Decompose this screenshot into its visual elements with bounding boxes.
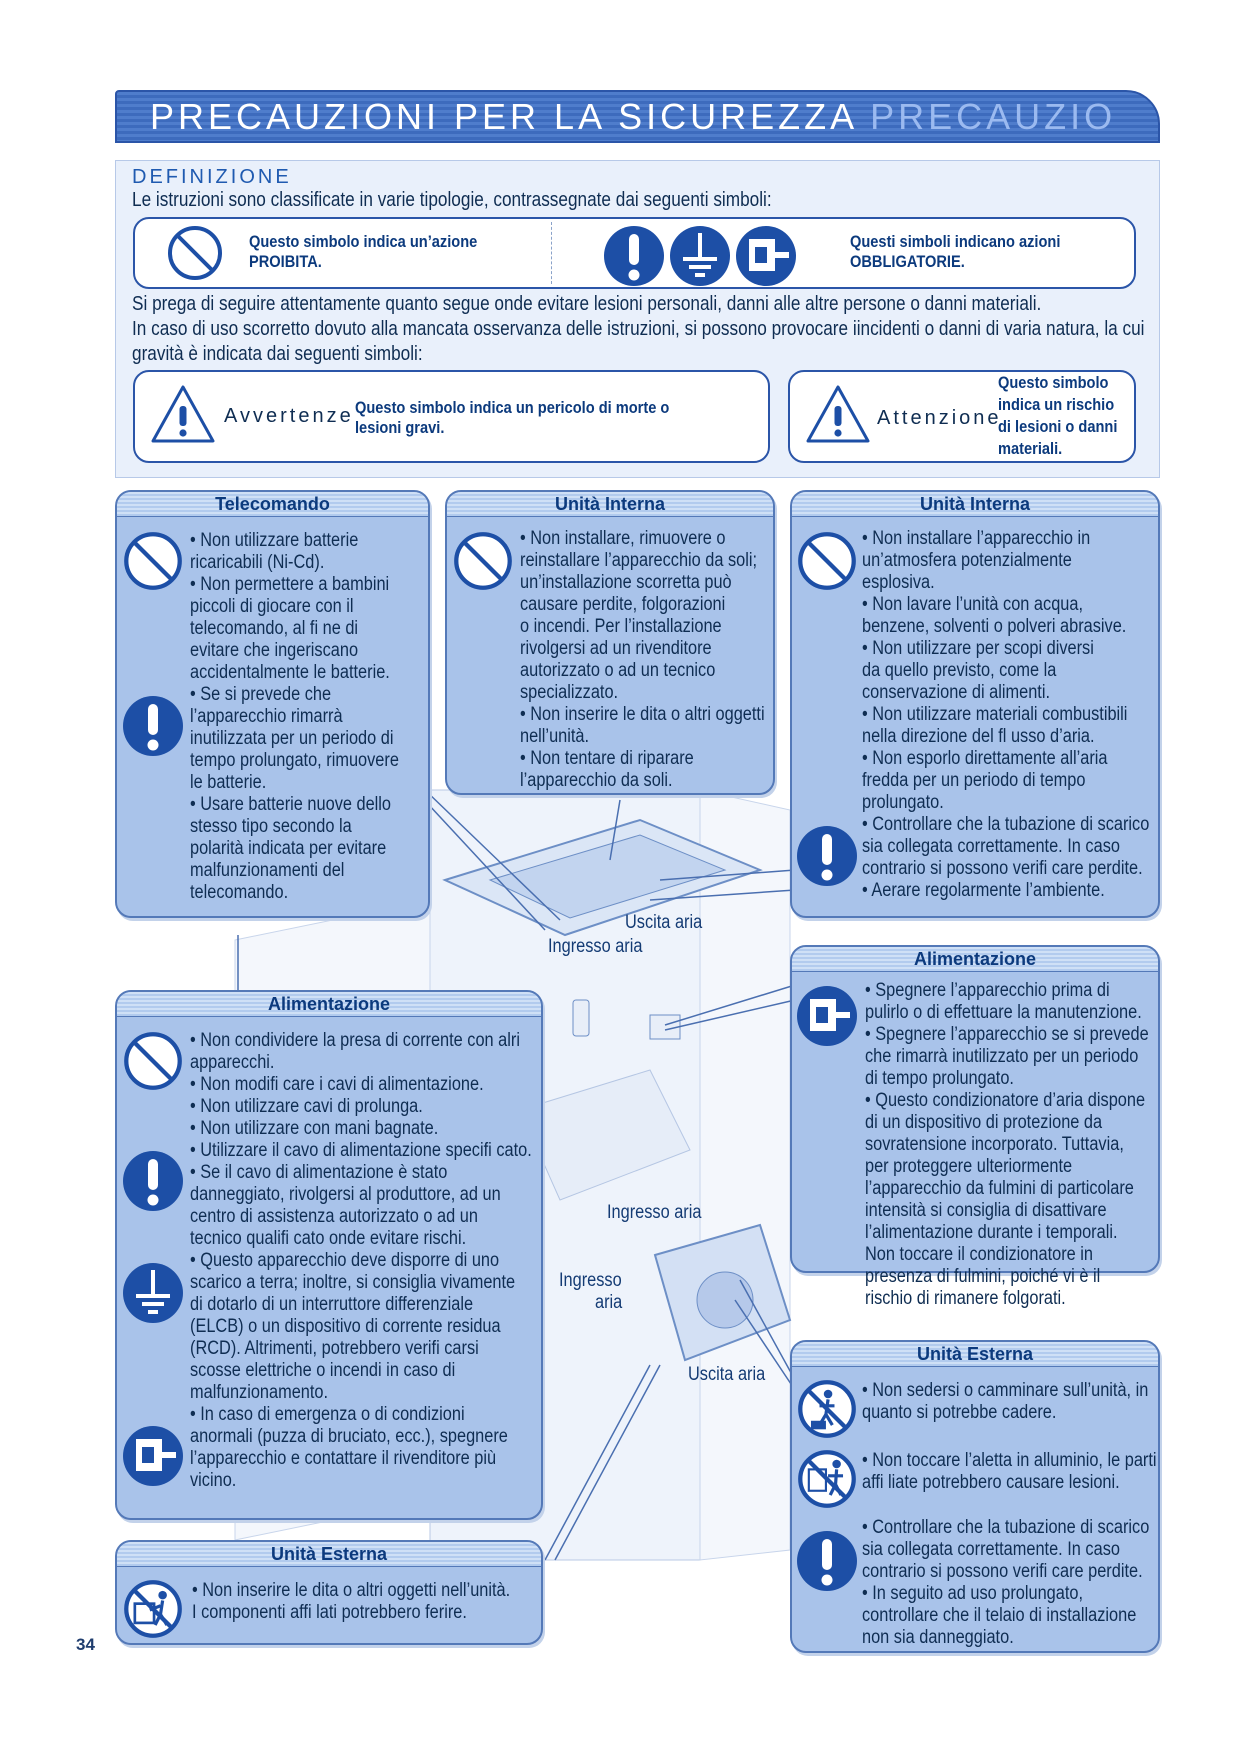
outdoor-right-item-4-line2: controllare che il telaio di installazione xyxy=(862,1605,1137,1626)
outdoor-left-item-1-line1: • Non inserire le dita o altri oggetti nell’unità. xyxy=(192,1580,511,1601)
remote-item-2-line1: • Non permettere a bambini xyxy=(190,574,390,595)
warning-text-line1: Questo simbolo indica un pericolo di morte o xyxy=(355,398,670,417)
indoor-center-item-1-line5: o incendi. Per l’installazione xyxy=(520,616,722,637)
air-inlet-label-side-1: Ingresso xyxy=(559,1270,622,1291)
remote-item-4-line2: stesso tipo secondo la xyxy=(190,816,352,837)
air-outlet-label-bottom: Uscita aria xyxy=(688,1364,766,1385)
indoor-center-item-1-line6: rivolgersi ad un rivenditore xyxy=(520,638,712,659)
no-fingers-in-unit-icon xyxy=(122,1578,184,1640)
indoor-center-item-2-line1: • Non inserire le dita o altri oggetti xyxy=(520,704,765,725)
power-right-item-3-line8: Non toccare il condizionatore in xyxy=(865,1244,1093,1265)
outdoor-unit-right-panel-title: Unità Esterna xyxy=(792,1342,1158,1367)
power-supply-left-items xyxy=(190,1030,587,1492)
power-left-item-6-line3: centro di assistenza autorizzato o ad un xyxy=(190,1206,478,1227)
indoor-right-item-4-line1: • Non utilizzare materiali combustibili xyxy=(862,704,1128,725)
remote-item-4-line4: malfunzionamenti del xyxy=(190,860,345,881)
power-left-item-8-line3: l’apparecchio e contattare il rivenditore più xyxy=(190,1448,497,1469)
mandatory-icon xyxy=(796,1530,858,1592)
power-supply-right-items xyxy=(865,980,1195,1310)
indoor-unit-center-panel-title: Unità Interna xyxy=(447,492,773,517)
outdoor-right-item-4-line3: non sia danneggiato. xyxy=(862,1627,1014,1648)
power-right-item-1-line2: pulirlo o di effettuare la manutenzione. xyxy=(865,1002,1142,1023)
power-left-item-4-line1: • Non utilizzare con mani bagnate. xyxy=(190,1118,439,1139)
power-left-item-6-line1: • Se il cavo di alimentazione è stato xyxy=(190,1162,448,1183)
indoor-right-item-1-line1: • Non installare l’apparecchio in xyxy=(862,528,1091,549)
indoor-right-item-6-line1: • Controllare che la tubazione di scarico xyxy=(862,814,1150,835)
caution-text-line3: di lesioni o danni xyxy=(998,417,1118,436)
air-inlet-label-mid: Ingresso aria xyxy=(607,1202,702,1223)
power-left-item-7-line5: (RCD). Altrimenti, potrebbero verifi carsi xyxy=(190,1338,479,1359)
power-right-item-3-line2: di un dispositivo di protezione da xyxy=(865,1112,1103,1133)
indoor-right-item-3-line2: da quello previsto, come la xyxy=(862,660,1057,681)
indoor-right-item-1-line2: un’atmosfera potenzialmente xyxy=(862,550,1072,571)
power-left-item-6-line2: danneggiato, rivolgersi al produttore, ad un xyxy=(190,1184,501,1205)
page-title-main: PRECAUZIONI PER LA SICUREZZA xyxy=(150,96,857,137)
prohibited-label-line1: Questo simbolo indica un’azione xyxy=(249,232,478,251)
no-touch-fin-icon xyxy=(796,1448,858,1510)
remote-item-1-line1: • Non utilizzare batterie xyxy=(190,530,359,551)
outdoor-unit-right-items-2 xyxy=(862,1450,1204,1494)
definition-paragraph-2-line2: gravità è indicata dai seguenti simboli: xyxy=(132,343,423,365)
outdoor-right-item-3-line2: sia collegata correttamente. In caso xyxy=(862,1539,1120,1560)
power-left-item-1-line2: apparecchi. xyxy=(190,1052,275,1073)
power-right-item-3-line6: intensità si consiglia di disattivare xyxy=(865,1200,1107,1221)
indoor-unit-center-items xyxy=(520,528,804,792)
air-inlet-label-top: Ingresso aria xyxy=(548,936,643,957)
outdoor-right-item-2-line2: affi liate potrebbero causare lesioni. xyxy=(862,1472,1120,1493)
indoor-right-item-5-line1: • Non esporlo direttamente all’aria xyxy=(862,748,1108,769)
indoor-right-item-5-line2: fredda per un periodo di tempo xyxy=(862,770,1086,791)
indoor-center-item-3-line2: l’apparecchio da soli. xyxy=(520,770,673,791)
outdoor-right-item-2-line1: • Non toccare l’aletta in alluminio, le parti xyxy=(862,1450,1157,1471)
remote-item-2-line5: accidentalmente le batterie. xyxy=(190,662,390,683)
indoor-center-item-3-line1: • Non tentare di riparare xyxy=(520,748,694,769)
power-right-item-3-line3: sovratensione incorporato. Tuttavia, xyxy=(865,1134,1124,1155)
mandatory-icon xyxy=(122,695,184,757)
indoor-center-item-1-line7: autorizzato o ad un tecnico xyxy=(520,660,716,681)
air-inlet-label-side-2: aria xyxy=(595,1292,623,1313)
indoor-right-item-7-line1: • Aerare regolarmente l’ambiente. xyxy=(862,880,1105,901)
remote-control-items xyxy=(190,530,433,904)
power-left-item-2-line1: • Non modifi care i cavi di alimentazione. xyxy=(190,1074,484,1095)
caution-text-line1: Questo simbolo xyxy=(998,373,1109,392)
power-supply-left-panel-title: Alimentazione xyxy=(117,992,541,1017)
outdoor-right-item-3-line3: contrario si possono verifi care perdite. xyxy=(862,1561,1143,1582)
power-left-item-3-line1: • Non utilizzare cavi di prolunga. xyxy=(190,1096,423,1117)
remote-item-3-line4: tempo prolungato, rimuovere xyxy=(190,750,399,771)
caution-text-line4: materiali. xyxy=(998,439,1063,458)
definition-intro: Le istruzioni sono classificate in varie tipologie, contrassegnate dai seguenti simboli: xyxy=(132,189,772,211)
mandatory-icon xyxy=(796,825,858,887)
prohibited-label-line2: PROIBITA. xyxy=(249,252,322,271)
warning-text-line2: lesioni gravi. xyxy=(355,418,445,437)
indoor-right-item-6-line2: sia collegata correttamente. In caso xyxy=(862,836,1120,857)
indoor-unit-right-panel-title: Unità Interna xyxy=(792,492,1158,517)
power-left-item-5-line1: • Utilizzare il cavo di alimentazione specifi cato. xyxy=(190,1140,532,1161)
indoor-center-item-1-line4: causare perdite, folgorazioni xyxy=(520,594,726,615)
indoor-right-item-3-line1: • Non utilizzare per scopi diversi xyxy=(862,638,1094,659)
power-right-item-3-line9: presenza di fulmini, poiché vi è il xyxy=(865,1266,1101,1287)
power-right-item-2-line1: • Spegnere l’apparecchio se si prevede xyxy=(865,1024,1149,1045)
remote-item-4-line5: telecomando. xyxy=(190,882,289,903)
indoor-center-item-2-line2: nell’unità. xyxy=(520,726,590,747)
power-left-item-7-line6: scosse elettriche o incendi in caso di xyxy=(190,1360,456,1381)
mandatory-icon xyxy=(122,1150,184,1212)
unplug-icon xyxy=(796,985,858,1047)
remote-item-2-line2: piccoli di giocare con il xyxy=(190,596,354,617)
remote-item-2-line4: evitare che ingeriscano xyxy=(190,640,359,661)
power-supply-right-panel-title: Alimentazione xyxy=(792,947,1158,972)
indoor-right-item-2-line1: • Non lavare l’unità con acqua, xyxy=(862,594,1084,615)
power-right-item-3-line1: • Questo condizionatore d’aria dispone xyxy=(865,1090,1146,1111)
power-right-item-3-line4: per proteggere ulteriormente xyxy=(865,1156,1073,1177)
power-right-item-3-line7: l’alimentazione durante i temporali. xyxy=(865,1222,1118,1243)
outdoor-left-item-1-line2: I componenti affi lati potrebbero ferire. xyxy=(192,1602,467,1623)
indoor-unit-right-items xyxy=(862,528,1196,902)
power-right-item-1-line1: • Spegnere l’apparecchio prima di xyxy=(865,980,1110,1001)
power-left-item-7-line3: di dotarlo di un interruttore differenziale xyxy=(190,1294,474,1315)
definition-heading: DEFINIZIONE xyxy=(132,166,292,188)
remote-item-2-line3: telecomando, al fi ne di xyxy=(190,618,359,639)
page-number: 34 xyxy=(76,1635,95,1654)
power-left-item-7-line7: malfunzionamento. xyxy=(190,1382,329,1403)
outdoor-unit-left-panel-title: Unità Esterna xyxy=(117,1542,541,1567)
indoor-right-item-3-line3: conservazione di alimenti. xyxy=(862,682,1051,703)
definition-paragraph-1: Si prega di seguire attentamente quanto segue onde evitare lesioni personali, danni alle altre persone o danni materiali. xyxy=(132,293,1042,315)
power-right-item-2-line3: di tempo prolungato. xyxy=(865,1068,1014,1089)
air-outlet-label-top: Uscita aria xyxy=(625,912,703,933)
outdoor-right-item-4-line1: • In seguito ad uso prolungato, xyxy=(862,1583,1084,1604)
power-right-item-2-line2: che rimarrà inutilizzato per un periodo xyxy=(865,1046,1139,1067)
indoor-right-item-6-line3: contrario si possono verifi care perdite. xyxy=(862,858,1143,879)
indoor-right-item-1-line3: esplosiva. xyxy=(862,572,935,593)
remote-item-3-line3: inutilizzata per un periodo di xyxy=(190,728,394,749)
outdoor-right-item-1-line2: quanto si potrebbe cadere. xyxy=(862,1402,1057,1423)
power-left-item-1-line1: • Non condividere la presa di corrente con alri xyxy=(190,1030,520,1051)
remote-item-3-line2: l’apparecchio rimarrà xyxy=(190,706,343,727)
power-left-item-6-line4: tecnico qualifi cato onde evitare rischi. xyxy=(190,1228,467,1249)
power-left-item-7-line2: scarico a terra; inoltre, si consiglia vivamente xyxy=(190,1272,516,1293)
outdoor-unit-left-items xyxy=(192,1580,562,1624)
prohibited-icon xyxy=(452,530,514,592)
outdoor-unit-right-items-3 xyxy=(862,1517,1196,1649)
power-left-item-7-line1: • Questo apparecchio deve disporre di uno xyxy=(190,1250,500,1271)
warning-label: Avvertenze xyxy=(224,405,354,427)
indoor-center-item-1-line3: un’installazione scorretta può xyxy=(520,572,732,593)
power-right-item-3-line10: rischio di rimanere folgorati. xyxy=(865,1288,1066,1309)
remote-item-3-line5: le batterie. xyxy=(190,772,267,793)
prohibited-icon xyxy=(122,1030,184,1092)
definition-paragraph-2-line1: In caso di uso scorretto dovuto alla mancata osservanza delle istruzioni, si possono provocare iincidenti o danni di varia natura, la cui xyxy=(132,318,1145,340)
indoor-right-item-4-line2: nella direzione del fl usso d’aria. xyxy=(862,726,1095,747)
indoor-center-item-1-line1: • Non installare, rimuovere o xyxy=(520,528,726,549)
remote-item-4-line3: polarità indicata per evitare xyxy=(190,838,387,859)
remote-control-panel-title: Telecomando xyxy=(117,492,428,517)
power-right-item-3-line5: l’apparecchio da fulmini di particolare xyxy=(865,1178,1134,1199)
indoor-center-item-1-line8: specializzato. xyxy=(520,682,619,703)
mandatory-label-line1: Questi simboli indicano azioni xyxy=(850,232,1061,251)
unplug-icon xyxy=(122,1425,184,1487)
mandatory-label-line2: OBBLIGATORIE. xyxy=(850,252,965,271)
power-left-item-8-line2: anormali (puzza di bruciato, ecc.), spegnere xyxy=(190,1426,508,1447)
page-title-faded: PRECAUZIO xyxy=(870,96,1117,137)
remote-item-4-line1: • Usare batterie nuove dello xyxy=(190,794,392,815)
indoor-right-item-5-line3: prolungato. xyxy=(862,792,944,813)
outdoor-unit-right-items xyxy=(862,1380,1195,1424)
outdoor-right-item-3-line1: • Controllare che la tubazione di scarico xyxy=(862,1517,1150,1538)
outdoor-right-item-1-line1: • Non sedersi o camminare sull’unità, in xyxy=(862,1380,1149,1401)
remote-item-3-line1: • Se si prevede che xyxy=(190,684,332,705)
remote-item-1-line2: ricaricabili (Ni-Cd). xyxy=(190,552,325,573)
prohibited-icon xyxy=(796,530,858,592)
caution-text-line2: indica un rischio xyxy=(998,395,1115,414)
indoor-center-item-1-line2: reinstallare l’apparecchio da soli; xyxy=(520,550,758,571)
ground-icon xyxy=(122,1262,184,1324)
power-left-item-7-line4: (ELCB) o un dispositivo di corrente residua xyxy=(190,1316,501,1337)
prohibited-icon xyxy=(122,530,184,592)
power-left-item-8-line1: • In caso di emergenza o di condizioni xyxy=(190,1404,465,1425)
indoor-right-item-2-line2: benzene, solventi o polveri abrasive. xyxy=(862,616,1127,637)
no-climbing-icon xyxy=(796,1378,858,1440)
power-left-item-8-line4: vicino. xyxy=(190,1470,237,1491)
caution-label: Attenzione xyxy=(877,407,1002,429)
